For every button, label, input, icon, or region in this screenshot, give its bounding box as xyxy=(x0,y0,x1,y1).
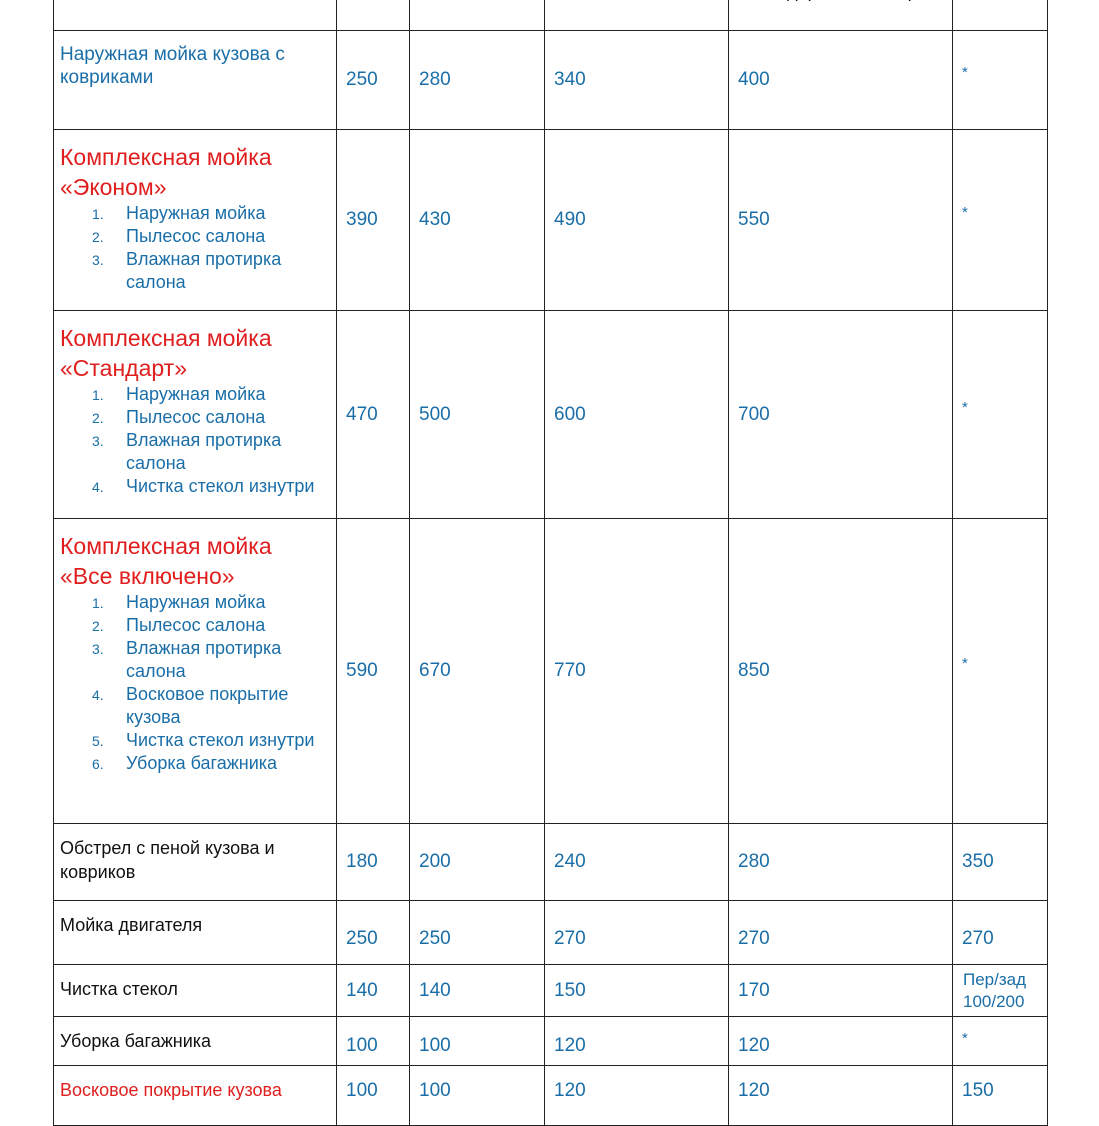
price-value: 170 xyxy=(738,979,770,1001)
service-name-cell xyxy=(54,31,337,130)
price-value: 140 xyxy=(346,979,378,1001)
price-cell xyxy=(545,901,729,965)
price-cell xyxy=(545,1066,729,1126)
service-step-item xyxy=(60,614,330,637)
step-label: Уборка багажника xyxy=(126,753,278,773)
service-title: Наружная мойка кузова с ковриками xyxy=(60,44,285,88)
table-row xyxy=(54,311,1048,519)
price-cell xyxy=(410,965,545,1017)
price-value: 850 xyxy=(738,660,770,681)
price-table xyxy=(53,0,1048,1126)
price-value-premium: 270 xyxy=(962,927,994,949)
service-step-item xyxy=(60,406,330,429)
service-name-cell xyxy=(54,519,337,824)
service-steps-list xyxy=(60,591,330,775)
header-cell-2 xyxy=(410,0,545,31)
step-number: 3. xyxy=(92,252,104,268)
price-value-premium: 350 xyxy=(962,851,994,872)
service-title: Комплексная мойка «Все включено» xyxy=(60,533,272,589)
header-cell-1 xyxy=(337,0,410,31)
price-cell xyxy=(337,1066,410,1126)
service-name-cell xyxy=(54,1017,337,1066)
price-value-premium: * xyxy=(962,64,968,81)
price-cell xyxy=(729,1066,953,1126)
price-value: 140 xyxy=(419,979,451,1001)
service-name-cell xyxy=(54,965,337,1017)
price-cell xyxy=(410,1017,545,1066)
service-title: Уборка багажника xyxy=(60,1031,212,1051)
price-cell xyxy=(729,965,953,1017)
table-row xyxy=(54,130,1048,311)
price-value: 100 xyxy=(346,1035,378,1056)
price-cell xyxy=(953,130,1048,311)
price-cell xyxy=(410,824,545,901)
step-label: Наружная мойка xyxy=(126,592,266,612)
price-cell xyxy=(729,311,953,519)
price-value: 100 xyxy=(419,1035,451,1056)
price-cell xyxy=(953,31,1048,130)
header-row xyxy=(54,0,1048,31)
price-cell xyxy=(545,130,729,311)
step-number: 6. xyxy=(92,756,104,772)
price-value: 770 xyxy=(554,660,586,681)
table-row xyxy=(54,519,1048,824)
price-cell xyxy=(410,1066,545,1126)
table-row xyxy=(54,824,1048,901)
price-cell xyxy=(953,1017,1048,1066)
step-label: Наружная мойка xyxy=(126,384,266,404)
table-row xyxy=(54,965,1048,1017)
price-value: 550 xyxy=(738,209,770,230)
price-value-premium: * xyxy=(962,398,968,416)
step-label: Влажная протирка салона xyxy=(126,638,282,681)
step-label: Влажная протирка салона xyxy=(126,430,282,473)
header-cell-4 xyxy=(729,0,953,31)
price-value: 280 xyxy=(738,851,770,872)
price-cell xyxy=(953,965,1048,1017)
service-title: Чистка стекол xyxy=(60,979,178,999)
service-step-item xyxy=(60,683,330,729)
header-fragment-4 xyxy=(758,0,952,2)
price-cell xyxy=(953,1066,1048,1126)
price-cell xyxy=(729,901,953,965)
step-number: 4. xyxy=(92,687,104,703)
header-cell-service xyxy=(54,0,337,31)
price-value: 590 xyxy=(346,660,378,681)
price-value: 670 xyxy=(419,660,451,681)
price-cell xyxy=(729,31,953,130)
step-number: 1. xyxy=(92,387,104,403)
price-cell xyxy=(410,311,545,519)
step-number: 2. xyxy=(92,410,104,426)
price-cell xyxy=(337,824,410,901)
header-cell-3 xyxy=(545,0,729,31)
price-cell xyxy=(729,1017,953,1066)
price-cell xyxy=(729,519,953,824)
price-value: 270 xyxy=(554,927,586,949)
step-label: Восковое покрытие кузова xyxy=(126,684,289,727)
price-cell xyxy=(953,824,1048,901)
price-cell xyxy=(337,31,410,130)
service-step-item xyxy=(60,591,330,614)
step-label: Влажная протирка салона xyxy=(126,249,282,292)
price-value: 430 xyxy=(419,209,451,230)
step-label: Пылесос салона xyxy=(126,615,266,635)
price-value: 280 xyxy=(419,69,451,90)
price-value: 100 xyxy=(419,1080,451,1101)
step-number: 2. xyxy=(92,618,104,634)
table-row xyxy=(54,1017,1048,1066)
price-cell xyxy=(337,519,410,824)
price-value: 340 xyxy=(554,69,586,90)
price-value: 150 xyxy=(554,979,586,1001)
price-cell xyxy=(545,519,729,824)
price-value: 700 xyxy=(738,403,770,425)
step-label: Наружная мойка xyxy=(126,203,266,223)
price-cell xyxy=(545,311,729,519)
service-step-item xyxy=(60,729,330,752)
step-label: Чистка стекол изнутри xyxy=(126,730,315,750)
step-label: Пылесос салона xyxy=(126,407,266,427)
price-value-premium: * xyxy=(962,655,968,672)
service-name-cell xyxy=(54,311,337,519)
price-cell xyxy=(545,1017,729,1066)
service-title: Комплексная мойка «Эконом» xyxy=(60,144,272,200)
service-steps-list xyxy=(60,383,330,498)
price-value: 200 xyxy=(419,851,451,872)
step-number: 5. xyxy=(92,733,104,749)
price-cell xyxy=(337,901,410,965)
price-value-premium: Пер/зад 100/200 xyxy=(963,969,1027,1011)
header-cell-5 xyxy=(953,0,1048,31)
price-cell xyxy=(953,519,1048,824)
price-value: 390 xyxy=(346,209,378,230)
service-name-cell xyxy=(54,901,337,965)
step-number: 2. xyxy=(92,229,104,245)
price-cell xyxy=(410,519,545,824)
price-value-premium: * xyxy=(962,1030,968,1047)
price-value: 120 xyxy=(554,1080,586,1101)
step-number: 3. xyxy=(92,641,104,657)
price-value: 180 xyxy=(346,851,378,872)
step-number: 1. xyxy=(92,206,104,222)
price-cell xyxy=(729,824,953,901)
price-value: 400 xyxy=(738,69,770,90)
price-value: 100 xyxy=(346,1080,378,1101)
table-row xyxy=(54,31,1048,130)
service-step-item xyxy=(60,202,330,225)
service-step-item xyxy=(60,248,330,294)
price-cell xyxy=(337,1017,410,1066)
price-cell xyxy=(545,31,729,130)
service-name-cell xyxy=(54,824,337,901)
price-value-premium: 150 xyxy=(962,1080,994,1101)
price-value: 250 xyxy=(346,69,378,90)
price-cell xyxy=(337,965,410,1017)
price-cell xyxy=(545,965,729,1017)
price-value: 490 xyxy=(554,209,586,230)
price-cell xyxy=(410,31,545,130)
service-step-item xyxy=(60,637,330,683)
price-value-premium: * xyxy=(962,204,968,221)
step-label: Чистка стекол изнутри xyxy=(126,476,315,496)
price-value: 270 xyxy=(738,927,770,949)
service-step-item xyxy=(60,429,330,475)
step-number: 3. xyxy=(92,433,104,449)
price-cell xyxy=(337,311,410,519)
service-step-item xyxy=(60,752,330,775)
service-title: Мойка двигателя xyxy=(60,915,203,935)
service-name-cell xyxy=(54,1066,337,1126)
price-value: 470 xyxy=(346,403,378,425)
step-label: Пылесос салона xyxy=(126,226,266,246)
price-value: 250 xyxy=(419,927,451,949)
service-title: Обстрел с пеной кузова и ковриков xyxy=(60,838,275,882)
price-value: 120 xyxy=(738,1035,770,1056)
table-row xyxy=(54,1066,1048,1126)
service-title: Восковое покрытие кузова xyxy=(60,1080,282,1100)
price-value: 120 xyxy=(554,1035,586,1056)
step-number: 1. xyxy=(92,595,104,611)
service-steps-list xyxy=(60,202,330,294)
service-step-item xyxy=(60,225,330,248)
price-cell xyxy=(410,901,545,965)
price-cell xyxy=(729,130,953,311)
price-cell xyxy=(410,130,545,311)
service-step-item xyxy=(60,383,330,406)
price-value: 500 xyxy=(419,403,451,425)
service-step-item xyxy=(60,475,330,498)
price-cell xyxy=(953,311,1048,519)
price-value: 240 xyxy=(554,851,586,872)
table-row xyxy=(54,901,1048,965)
price-cell xyxy=(545,824,729,901)
price-value: 250 xyxy=(346,927,378,949)
price-cell xyxy=(953,901,1048,965)
step-number: 4. xyxy=(92,479,104,495)
price-value: 120 xyxy=(738,1080,770,1101)
service-name-cell xyxy=(54,130,337,311)
price-value: 600 xyxy=(554,403,586,425)
header-fragment-3 xyxy=(554,0,728,2)
service-title: Комплексная мойка «Стандарт» xyxy=(60,325,272,381)
price-cell xyxy=(337,130,410,311)
